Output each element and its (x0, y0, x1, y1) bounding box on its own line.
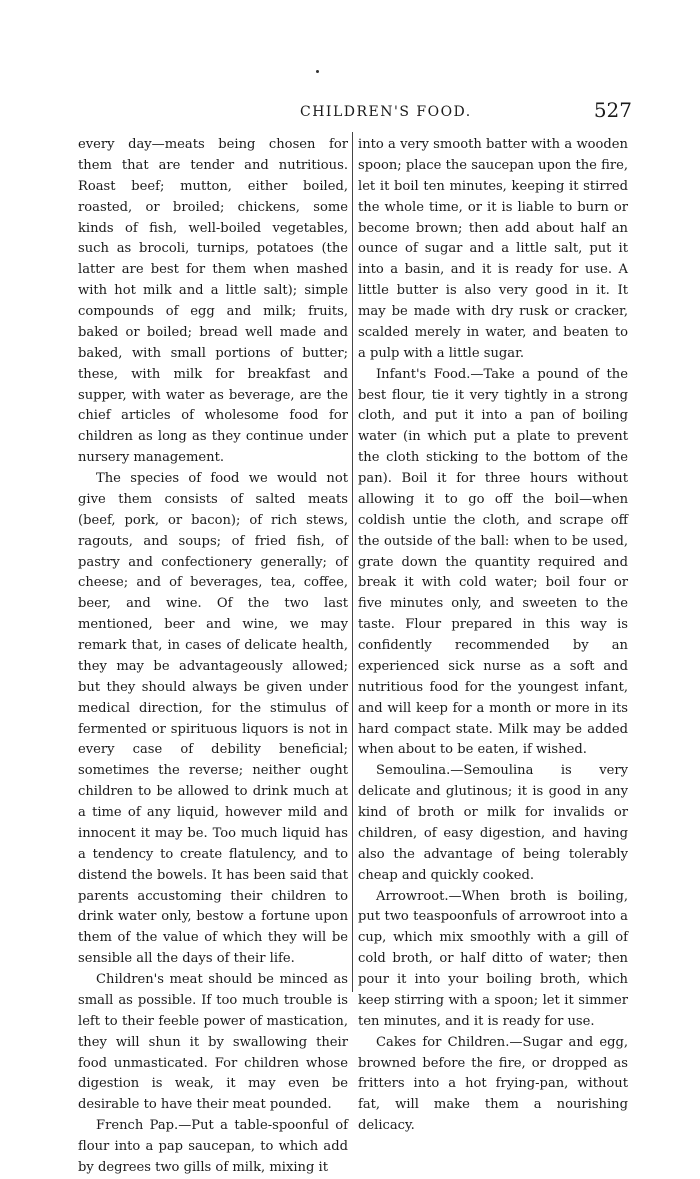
column-divider (352, 132, 353, 992)
page-number: 527 (593, 98, 632, 122)
paragraph: Arrowroot.—When broth is boiling, put two teaspoonfuls of arrowroot into a cup, which mix smoothly with a gill of cold broth, or half ditto of water; then pour it into your boiling broth, which keep stirring with a spoon; let it simmer ten minutes, and it is ready for use. (358, 888, 628, 1029)
paragraph: into a very smooth batter with a wooden spoon; place the saucepan upon the fire, let it boil ten minutes, keeping it stirred the whole time, or it is liable to burn or become brown; then add about half an ounce of sugar and a little salt, put it into a basin, and it is ready for use. A little butter is also very good in it. It may be made with dry rusk or cracker, scalded merely in water, and beaten to a pulp with a little sugar. (358, 137, 628, 361)
paragraph: Cakes for Children.—Sugar and egg, browned before the fire, or dropped as fritters into a hot frying-pan, without fat, will make them a nourishing delicacy. (358, 1034, 628, 1134)
paragraph: every day—meats being chosen for them that are tender and nutritious. Roast beef; mutton, either boiled, roasted, or broiled; chickens, some kinds of fish, well-boiled vegetables, such as brocoli, turnips, potatoes (the latter are best for them when mashed with hot milk and a little salt); simple compounds of egg and milk; fruits, baked or boiled; bread well made and baked, with small portions of butter; these, with milk for breakfast and supper, with water as beverage, are the chief articles of wholesome food for children as long as they continue under nursery management. (78, 137, 348, 466)
page-header (78, 98, 634, 126)
paragraph: Infant's Food.—Take a pound of the best flour, tie it very tightly in a strong cloth, and put it into a pan of boiling water (in which put a plate to prevent the cloth sticking to the bottom of the pan). Boil it for three hours without allowing it to go off the boil—when coldish untie the cloth, and scrape off the outside of the ball: when to be used, grate down the quantity required and break it with cold water; boil four or five minutes only, and sweeten to the taste. Flour prepared in this way is confidently recommended by an experienced sick nurse as a soft and nutritious food for the youngest infant, and will keep for a month or more in its hard compact state. Milk may be added when about to be eaten, if wished. (358, 366, 628, 758)
right-column (358, 135, 628, 1137)
paragraph: French Pap.—Put a table-spoonful of flour into a pap saucepan, to which add by degrees two gills of milk, mixing it (78, 1118, 348, 1175)
paragraph: Semoulina.—Semoulina is very delicate and glutinous; it is good in any kind of broth or milk for invalids or children, of easy digestion, and having also the advantage of being tolerably cheap and quickly cooked. (358, 763, 628, 883)
left-column (78, 135, 348, 1179)
ink-speck (316, 70, 319, 73)
paragraph: Children's meat should be minced as small as possible. If too much trouble is left to their feeble power of mastication, they will shun it by swallowing their food unmasticated. For children whose digestion is weak, it may even be desirable to have their meat pounded. (78, 972, 348, 1113)
running-title: CHILDREN'S FOOD. (300, 104, 472, 120)
paragraph: The species of food we would not give them consists of salted meats (beef, pork, or bacon); of rich stews, ragouts, and soups; of fried fish, of pastry and confectionery generally; of cheese; and of beverages, tea, coffee, beer, and wine. Of the two last mentioned, beer and wine, we may remark that, in cases of delicate health, they may be advantageously allowed; but they should always be given under medical direction, for the stimulus of fermented or spirituous liquors is not in every case of debility beneficial; sometimes the reverse; neither ought children to be allowed to drink much at a time of any liquid, however mild and innocent it may be. Too much liquid has a tendency to create flatulency, and to distend the bowels. It has been said that parents accustoming their children to drink water only, bestow a fortune upon them of the value of which they will be sensible all the days of their life. (78, 471, 348, 967)
